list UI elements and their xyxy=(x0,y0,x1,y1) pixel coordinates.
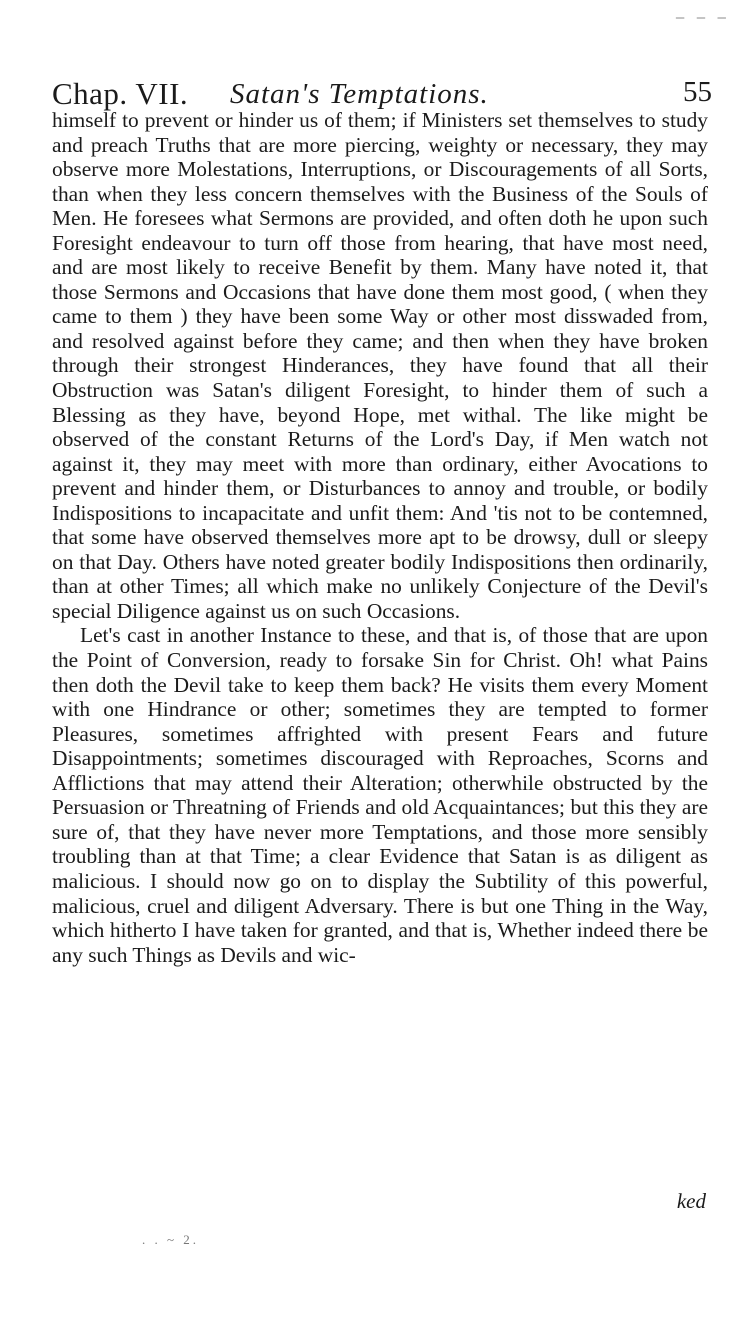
page-number: 55 xyxy=(683,76,712,108)
running-title: Satan's Temptations. xyxy=(230,78,489,110)
chapter-label: Chap. VII. xyxy=(52,76,189,111)
paragraph: Let's cast in another Instance to these, and that is, of those that are upon the Point of Conversion, ready to forsake Sin for Christ. Oh! what Pains then doth the Devil take to keep them back? He visits them every Moment with one Hindrance or other; sometimes they are tempted to former Pleasures, sometimes affrighted with present Fears and future Disappointments; sometimes discouraged with Reproaches, Scorns and Afflictions that may attend their Alteration; otherwhile obstructed by the Persuasion or Threatning of Friends and old Acquaintances; but this they are sure of, that they have never more Temptations, and those more sensibly troubling than at that Time; a clear Evidence that Satan is as diligent as malicious. I should now go on to display the Subtility of this powerful, malicious, cruel and diligent Adversary. There is but one Thing in the Way, which hitherto I have taken for granted, and that is, Whether indeed there be any such Things as Devils and wic- xyxy=(52,623,708,967)
signature-mark: . . ~ 2. xyxy=(142,1232,200,1247)
catchword: ked xyxy=(676,1189,706,1213)
body-text xyxy=(52,108,708,967)
paragraph: himself to prevent or hinder us of them; if Ministers set themselves to study and preach Truths that are more piercing, weighty or necessary, they may observe more Molestations, Interruptions, or Discouragements of all Sorts, than when they less concern themselves with the Business of the Souls of Men. He foresees what Sermons are provided, and often doth he upon such Foresight endeavour to turn off those from hearing, that have most need, and are most likely to receive Benefit by them. Many have noted it, that those Sermons and Occasions that have done them most good, ( when they came to them ) they have been some Way or other most disswaded from, and resolved against before they came; and then when they have broken through their strongest Hinderances, they have found that all their Obstruction was Satan's diligent Foresight, to hinder them of such a Blessing as they have, beyond Hope, met withal. The like might be observed of the constant Returns of the Lord's Day, if Men watch not against it, they may meet with more than ordinary, either Avocations to prevent and hinder them, or Disturbances to annoy and trouble, or bodily Indispositions to incapacitate and unfit them: And 'tis not to be contemned, that some have observed themselves more apt to be drowsy, dull or sleepy on that Day. Others have noted greater bodily Indispositions then ordinarily, than at other Times; all which make no unlikely Conjecture of the Devil's special Diligence against us on such Occasions. xyxy=(52,108,708,623)
page-edge-marks: — — — xyxy=(675,10,728,26)
